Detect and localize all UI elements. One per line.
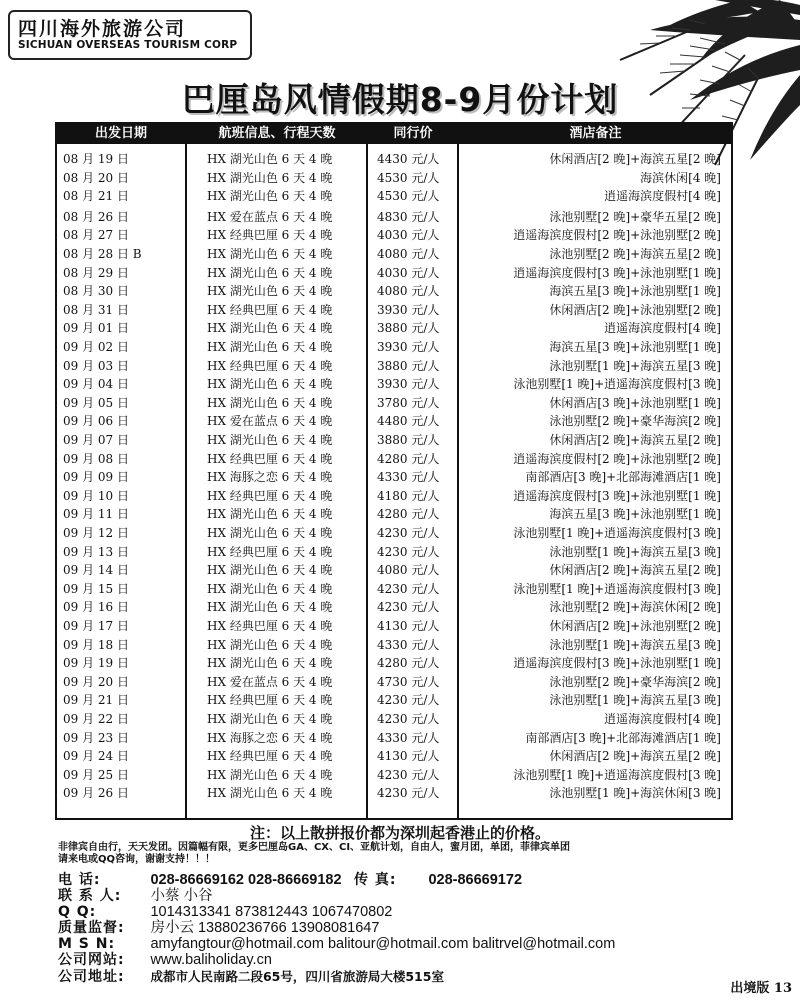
price-cell: 4130 元/人: [377, 749, 440, 764]
date-cell: 09 月 11 日: [63, 507, 129, 522]
flight-cell: HX 湖光山色 6 天 4 晚: [207, 526, 333, 540]
price-cell: 4280 元/人: [377, 451, 440, 466]
supervisor-label: 质量监督:: [58, 920, 125, 936]
hotel-cell: 休闲酒店[3 晚]+泳池别墅[1 晚]: [549, 395, 721, 410]
price-cell: 4330 元/人: [377, 637, 440, 652]
table-row: [57, 487, 731, 506]
table-row: [57, 729, 731, 748]
flight-cell: HX 湖光山色 6 天 4 晚: [207, 284, 333, 299]
table-row: [57, 450, 731, 469]
flight-cell: HX 海豚之恋 6 天 4 晚: [207, 470, 333, 485]
hotel-cell: 泳池别墅[1 晚]+逍遥海滨度假村[3 晚]: [513, 377, 721, 392]
flight-cell: HX 湖光山色 6 天 4 晚: [207, 563, 333, 578]
table-row: [57, 282, 731, 301]
schedule-table: [55, 122, 733, 820]
flight-cell: HX 湖光山色 6 天 4 晚: [207, 600, 333, 615]
flight-cell: HX 海豚之恋 6 天 4 晚: [207, 730, 333, 745]
flight-cell: HX 湖光山色 6 天 4 晚: [207, 340, 333, 354]
table-header: [57, 124, 731, 144]
table-row: [57, 617, 731, 636]
hotel-cell: 逍遥海滨度假村[4 晚]: [604, 189, 721, 204]
price-note: 注：以上散拼报价都为深圳起香港止的价格。: [249, 824, 550, 842]
price-cell: 4080 元/人: [377, 563, 440, 578]
date-cell: 09 月 24 日: [63, 749, 129, 764]
person-value: 小蔡 小谷: [150, 888, 213, 904]
date-cell: 08 月 27 日: [63, 228, 129, 243]
price-cell: 4230 元/人: [377, 544, 440, 559]
table-row: [57, 598, 731, 617]
hotel-cell: 泳池别墅[1 晚]+逍遥海滨度假村[3 晚]: [513, 767, 721, 782]
flight-cell: HX 经典巴厘 6 天 4 晚: [207, 358, 333, 373]
hotel-cell: 泳池别墅[1 晚]+逍遥海滨度假村[3 晚]: [513, 581, 721, 596]
date-cell: 09 月 16 日: [63, 600, 129, 615]
address-line: [58, 968, 444, 985]
price-cell: 3880 元/人: [377, 321, 440, 336]
phone-value: 028-86669162 028-86669182: [150, 872, 342, 888]
price-cell: 4280 元/人: [377, 507, 440, 522]
hotel-cell: 逍遥海滨度假村[3 晚]+泳池别墅[1 晚]: [513, 488, 721, 503]
price-cell: 4230 元/人: [377, 712, 440, 726]
price-cell: 4180 元/人: [377, 488, 440, 503]
column-header-flight: 航班信息、行程天数: [218, 126, 336, 141]
hotel-cell: 休闲酒店[2 晚]+海滨五星[2 晚]: [549, 152, 721, 166]
hotel-cell: 南部酒店[3 晚]+北部海滩酒店[1 晚]: [525, 730, 721, 745]
msn-line: [58, 936, 615, 953]
flight-cell: HX 经典巴厘 6 天 4 晚: [207, 544, 333, 559]
flight-cell: HX 湖光山色 6 天 4 晚: [207, 321, 333, 336]
date-cell: 09 月 25 日: [63, 767, 129, 782]
price-cell: 4430 元/人: [377, 152, 440, 166]
supervisor-value: 房小云 13880236766 13908081647: [150, 920, 380, 936]
hotel-cell: 泳池别墅[2 晚]+海滨五星[2 晚]: [549, 247, 721, 261]
flight-cell: HX 经典巴厘 6 天 4 晚: [207, 451, 333, 466]
price-cell: 4080 元/人: [377, 284, 440, 299]
flight-cell: HX 经典巴厘 6 天 4 晚: [207, 749, 333, 764]
qq-value: 1014313341 873812443 1067470802: [150, 904, 393, 920]
table-row: [57, 766, 731, 785]
table-row: [57, 468, 731, 487]
table-row: [57, 150, 731, 169]
hotel-cell: 休闲酒店[2 晚]+海滨五星[2 晚]: [549, 749, 721, 764]
date-cell: 09 月 07 日: [63, 433, 129, 447]
date-cell: 09 月 09 日: [63, 470, 129, 485]
hotel-cell: 泳池别墅[1 晚]+逍遥海滨度假村[3 晚]: [513, 526, 721, 540]
price-cell: 4230 元/人: [377, 767, 440, 782]
hotel-cell: 泳池别墅[2 晚]+豪华五星[2 晚]: [549, 209, 721, 224]
date-cell: 08 月 29 日: [63, 265, 129, 280]
flight-cell: HX 湖光山色 6 天 4 晚: [207, 656, 333, 671]
price-cell: 4080 元/人: [377, 247, 440, 261]
table-row: [57, 226, 731, 245]
date-cell: 08 月 28 日 B: [63, 247, 142, 261]
date-cell: 09 月 12 日: [63, 526, 129, 540]
flight-cell: HX 爱在蓝点 6 天 4 晚: [207, 414, 333, 429]
fax-label: 传 真:: [354, 872, 397, 888]
flight-cell: HX 湖光山色 6 天 4 晚: [207, 637, 333, 652]
date-cell: 09 月 10 日: [63, 488, 129, 503]
price-cell: 4530 元/人: [377, 170, 440, 185]
price-cell: 4330 元/人: [377, 730, 440, 745]
phone-line: [58, 872, 522, 889]
hotel-cell: 泳池别墅[1 晚]+海滨五星[3 晚]: [549, 693, 721, 708]
price-cell: 3930 元/人: [377, 302, 440, 317]
hotel-cell: 逍遥海滨度假村[2 晚]+泳池别墅[2 晚]: [513, 451, 721, 466]
table-row: [57, 301, 731, 320]
flight-cell: HX 湖光山色 6 天 4 晚: [207, 377, 333, 392]
date-cell: 09 月 04 日: [63, 377, 129, 392]
date-cell: 09 月 06 日: [63, 414, 129, 429]
person-label: 联 系 人:: [58, 888, 122, 904]
hotel-cell: 海滨五星[3 晚]+泳池别墅[1 晚]: [549, 507, 721, 522]
hotel-cell: 泳池别墅[1 晚]+海滨五星[3 晚]: [549, 358, 721, 373]
table-row: [57, 394, 731, 413]
flight-cell: HX 经典巴厘 6 天 4 晚: [207, 302, 333, 317]
hotel-cell: 休闲酒店[2 晚]+海滨五星[2 晚]: [549, 563, 721, 578]
sub-note: [58, 842, 758, 866]
column-header-date: 出发日期: [94, 126, 147, 141]
table-row: [57, 691, 731, 710]
price-cell: 4330 元/人: [377, 470, 440, 485]
flight-cell: HX 湖光山色 6 天 4 晚: [207, 712, 333, 726]
supervisor-line: [58, 920, 379, 937]
flight-cell: HX 湖光山色 6 天 4 晚: [207, 395, 333, 410]
table-row: [57, 338, 731, 357]
date-cell: 08 月 21 日: [63, 189, 129, 204]
date-cell: 09 月 14 日: [63, 563, 129, 578]
date-cell: 09 月 19 日: [63, 656, 129, 671]
website-line: [58, 952, 272, 969]
price-cell: 3930 元/人: [377, 377, 440, 392]
table-row: [57, 710, 731, 729]
table-row: [57, 524, 731, 543]
price-cell: 4230 元/人: [377, 600, 440, 615]
qq-label: Q Q:: [58, 904, 97, 920]
table-row: [57, 245, 731, 264]
date-cell: 09 月 02 日: [63, 340, 129, 354]
flight-cell: HX 湖光山色 6 天 4 晚: [207, 786, 333, 801]
table-row: [57, 784, 731, 803]
date-cell: 09 月 15 日: [63, 581, 129, 596]
price-cell: 4280 元/人: [377, 656, 440, 671]
date-cell: 09 月 03 日: [63, 358, 129, 373]
table-row: [57, 561, 731, 580]
person-line: [58, 888, 212, 905]
hotel-cell: 泳池别墅[1 晚]+海滨五星[3 晚]: [549, 637, 721, 652]
company-name-en: SICHUAN OVERSEAS TOURISM CORP: [18, 39, 238, 51]
date-cell: 09 月 23 日: [63, 730, 129, 745]
hotel-cell: 泳池别墅[2 晚]+豪华海滨[2 晚]: [549, 674, 721, 689]
website-link[interactable]: www.baliholiday.cn: [150, 952, 272, 968]
date-cell: 09 月 18 日: [63, 637, 129, 652]
date-cell: 09 月 21 日: [63, 693, 129, 708]
hotel-cell: 逍遥海滨度假村[4 晚]: [604, 321, 721, 336]
flight-cell: HX 湖光山色 6 天 4 晚: [207, 247, 333, 261]
flight-cell: HX 湖光山色 6 天 4 晚: [207, 152, 333, 166]
price-cell: 4230 元/人: [377, 526, 440, 540]
flight-cell: HX 经典巴厘 6 天 4 晚: [207, 693, 333, 708]
hotel-cell: 逍遥海滨度假村[4 晚]: [604, 712, 721, 726]
date-cell: 09 月 01 日: [63, 321, 129, 336]
date-cell: 09 月 08 日: [63, 451, 129, 466]
website-label: 公司网站:: [58, 952, 125, 968]
date-cell: 09 月 26 日: [63, 786, 129, 801]
price-cell: 3780 元/人: [377, 395, 440, 410]
hotel-cell: 南部酒店[3 晚]+北部海滩酒店[1 晚]: [525, 470, 721, 485]
date-cell: 09 月 20 日: [63, 674, 129, 689]
hotel-cell: 海滨五星[3 晚]+泳池别墅[1 晚]: [549, 340, 721, 354]
table-row: [57, 208, 731, 227]
price-cell: 4230 元/人: [377, 786, 440, 801]
price-cell: 4530 元/人: [377, 189, 440, 204]
hotel-cell: 泳池别墅[2 晚]+海滨休闲[2 晚]: [549, 600, 721, 615]
price-cell: 4030 元/人: [377, 228, 440, 243]
sub-note-line: 请来电或QQ咨询，谢谢支持！！！: [58, 854, 216, 865]
flight-cell: HX 湖光山色 6 天 4 晚: [207, 189, 333, 204]
qq-line: [58, 904, 392, 921]
flight-cell: HX 湖光山色 6 天 4 晚: [207, 507, 333, 522]
hotel-cell: 逍遥海滨度假村[2 晚]+泳池别墅[2 晚]: [513, 228, 721, 243]
table-row: [57, 375, 731, 394]
date-cell: 08 月 19 日: [63, 152, 129, 166]
msn-label: M S N:: [58, 936, 116, 952]
table-row: [57, 636, 731, 655]
hotel-cell: 休闲酒店[2 晚]+海滨五星[2 晚]: [549, 433, 721, 447]
msn-value[interactable]: amyfangtour@hotmail.com balitour@hotmail.com balitrvel@hotmail.com: [150, 936, 616, 952]
address-label: 公司地址:: [58, 969, 125, 985]
column-header-price: 同行价: [393, 126, 433, 141]
price-cell: 4480 元/人: [377, 414, 440, 429]
hotel-cell: 海滨休闲[4 晚]: [640, 170, 721, 185]
hotel-cell: 泳池别墅[2 晚]+豪华海滨[2 晚]: [549, 414, 721, 429]
sub-note-line: 非律宾自由行，天天发团。因篇幅有限，更多巴厘岛GA、CX、CI、亚航计划，自由人，蜜月团，单团，菲律宾单团: [58, 842, 571, 853]
date-cell: 09 月 22 日: [63, 712, 129, 726]
price-cell: 4030 元/人: [377, 265, 440, 280]
date-cell: 08 月 26 日: [63, 209, 129, 224]
table-row: [57, 412, 731, 431]
table-row: [57, 505, 731, 524]
flight-cell: HX 爱在蓝点 6 天 4 晚: [207, 674, 333, 689]
page-title: 巴厘岛风情假期8-9月份计划: [181, 80, 619, 119]
flight-cell: HX 经典巴厘 6 天 4 晚: [207, 488, 333, 503]
flight-cell: HX 爱在蓝点 6 天 4 晚: [207, 209, 333, 224]
hotel-cell: 海滨五星[3 晚]+泳池别墅[1 晚]: [549, 284, 721, 299]
column-header-hotel: 酒店备注: [569, 126, 622, 141]
table-row: [57, 431, 731, 450]
date-cell: 09 月 05 日: [63, 395, 129, 410]
table-row: [57, 543, 731, 562]
table-row: [57, 319, 731, 338]
date-cell: 08 月 20 日: [63, 170, 129, 185]
table-row: [57, 187, 731, 206]
fax-value: 028-86669172: [428, 872, 523, 888]
table-row: [57, 654, 731, 673]
table-row: [57, 580, 731, 599]
company-name-cn: 四川海外旅游公司: [18, 18, 187, 40]
date-cell: 08 月 31 日: [63, 302, 129, 317]
hotel-cell: 泳池别墅[1 晚]+海滨休闲[3 晚]: [549, 786, 721, 801]
flight-cell: HX 经典巴厘 6 天 4 晚: [207, 228, 333, 243]
flight-cell: HX 湖光山色 6 天 4 晚: [207, 767, 333, 782]
flight-cell: HX 湖光山色 6 天 4 晚: [207, 581, 333, 596]
phone-label: 电 话:: [58, 872, 101, 888]
price-cell: 4230 元/人: [377, 581, 440, 596]
price-cell: 4730 元/人: [377, 674, 440, 689]
hotel-cell: 泳池别墅[1 晚]+海滨五星[3 晚]: [549, 544, 721, 559]
flight-cell: HX 湖光山色 6 天 4 晚: [207, 433, 333, 447]
flight-cell: HX 经典巴厘 6 天 4 晚: [207, 619, 333, 633]
company-logo-box: [8, 10, 252, 60]
table-row: [57, 169, 731, 188]
hotel-cell: 休闲酒店[2 晚]+泳池别墅[2 晚]: [549, 619, 721, 633]
table-row: [57, 673, 731, 692]
table-row: [57, 747, 731, 766]
date-cell: 08 月 30 日: [63, 284, 129, 299]
price-cell: 4830 元/人: [377, 209, 440, 224]
flight-cell: HX 湖光山色 6 天 4 晚: [207, 265, 333, 280]
price-cell: 3880 元/人: [377, 433, 440, 447]
price-cell: 4230 元/人: [377, 693, 440, 708]
table-row: [57, 264, 731, 283]
date-cell: 09 月 17 日: [63, 619, 129, 633]
table-row: [57, 357, 731, 376]
price-cell: 4130 元/人: [377, 619, 440, 633]
hotel-cell: 逍遥海滨度假村[3 晚]+泳池别墅[1 晚]: [513, 656, 721, 671]
page-number: 出境版 13: [730, 981, 792, 996]
hotel-cell: 逍遥海滨度假村[3 晚]+泳池别墅[1 晚]: [513, 265, 721, 280]
date-cell: 09 月 13 日: [63, 544, 129, 559]
price-cell: 3880 元/人: [377, 358, 440, 373]
hotel-cell: 休闲酒店[2 晚]+泳池别墅[2 晚]: [549, 302, 721, 317]
address-value: 成都市人民南路二段65号，四川省旅游局大楼515室: [150, 969, 444, 984]
price-cell: 3930 元/人: [377, 340, 440, 354]
flight-cell: HX 湖光山色 6 天 4 晚: [207, 170, 333, 185]
